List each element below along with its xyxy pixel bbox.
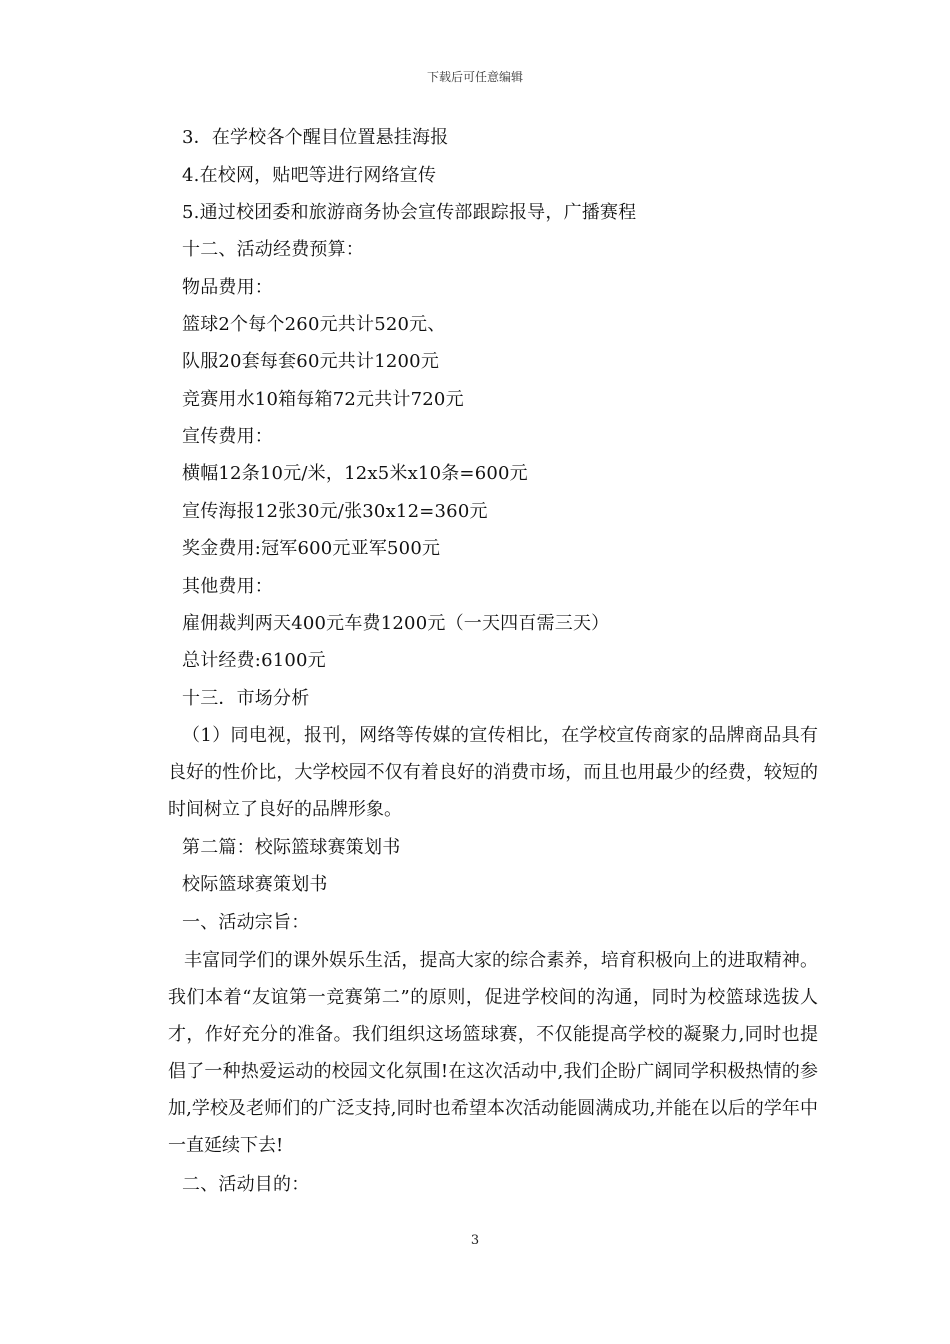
total-cost: 总计经费:6100元 [182, 650, 326, 671]
purpose-paragraph: 丰富同学们的课外娱乐生活，提高大家的综合素养，培育积极向上的进取精神。我们本着“友谊第一竞赛第二”的原则，促进学校间的沟通，同时为校篮球选拔人才，作好充分的准备。我们组织这场篮球赛，不仅能提高学校的凝聚力,同时也提倡了一种热爱运动的校园文化氛围!在这次活动中,我们企盼广阔同学积极热情的参加,学校及老师们的广泛支持,同时也希望本次活动能圆满成功,并能在以后的学年中一直延续下去! [168, 950, 818, 1156]
uniform-cost: 队服20套每套60元共计1200元 [182, 351, 440, 372]
purpose-heading: 一、活动宗旨： [182, 912, 310, 933]
page-header: 下载后可任意编辑 [426, 70, 523, 84]
section2-subtitle: 校际篮球赛策划书 [182, 874, 328, 895]
page-number: 3 [470, 1233, 480, 1248]
prize-cost: 奖金费用:冠军600元亚军500元 [182, 538, 441, 559]
basketball-cost: 篮球2个每个260元共计520元、 [182, 314, 446, 335]
other-cost-label: 其他费用： [182, 576, 273, 597]
poster-cost: 宣传海报12张30元/张30x12=360元 [182, 501, 488, 522]
referee-cost: 雇佣裁判两天400元车费1200元（一天四百需三天） [182, 613, 610, 634]
water-cost: 竞赛用水10箱每箱72元共计720元 [182, 389, 464, 410]
promo-item-4: 4.在校网，贴吧等进行网络宣传 [182, 165, 437, 186]
promo-item-3: 3．在学校各个醒目位置悬挂海报 [182, 127, 449, 148]
promo-item-5: 5.通过校团委和旅游商务协会宣传部跟踪报导，广播赛程 [182, 202, 637, 223]
banner-cost: 横幅12条10元/米，12x5米x10条=600元 [182, 463, 528, 484]
objective-heading: 二、活动目的： [182, 1174, 310, 1195]
market-analysis-paragraph: （1）同电视，报刊，网络等传媒的宣传相比，在学校宣传商家的品牌商品具有良好的性价比，大学校园不仅有着良好的消费市场，而且也用最少的经费，较短的时间树立了良好的品牌形象。 [168, 725, 818, 820]
items-cost-label: 物品费用： [182, 277, 273, 298]
budget-heading: 十二、活动经费预算： [182, 239, 364, 260]
promo-cost-label: 宣传费用： [182, 426, 273, 447]
section2-title: 第二篇：校际篮球赛策划书 [182, 837, 401, 858]
market-heading: 十三．市场分析 [182, 688, 310, 709]
